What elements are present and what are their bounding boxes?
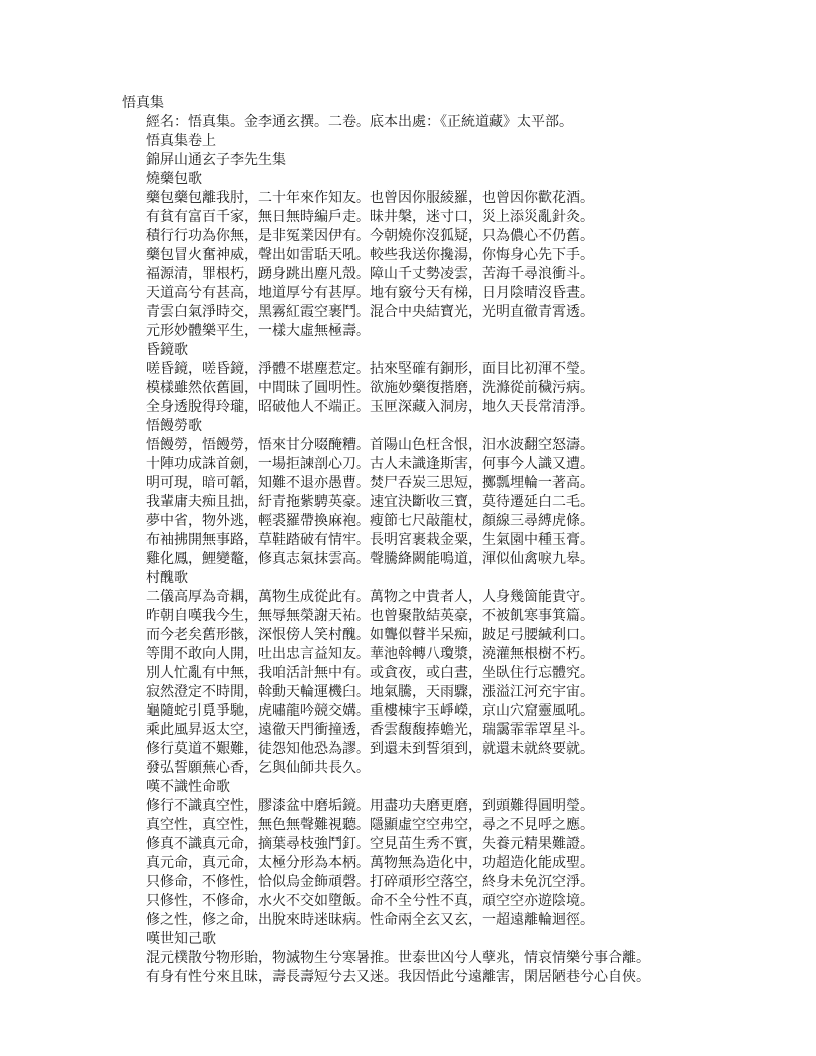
verse-line: 乘此風昇返太空，遠徹天門衝撞透，香雲馥馥捧蟾光，瑞靄霏霏罩星斗。 bbox=[146, 722, 594, 738]
verse-line: 青雲白氣淨時交，黑霧紅霞空裹鬥。混合中央結寶光，光明直徹青霄透。 bbox=[146, 304, 594, 320]
section-tan-bu-shi-xing-ming-ge bbox=[122, 778, 722, 930]
section-tan-shi-zhi-ji-ge bbox=[122, 930, 722, 987]
verse-line: 福源清，罪根朽，踴身跳出塵凡殼。障山千丈勢凌雲，苦海千尋浪衝斗。 bbox=[146, 266, 594, 282]
verse-line: 等閒不敢向人開，吐出忠言益知友。華池斡轉八瓊漿，澆灌無根樹不朽。 bbox=[146, 646, 594, 662]
verse-line: 只修命，不修性，恰似烏金飾頑磬。打碎頑形空落空，終身未免沉空淨。 bbox=[146, 874, 594, 890]
verse-line: 悟饅勞，悟饅勞，悟來甘分啜醃糟。首陽山色枉含恨，汨水波翻空怒濤。 bbox=[146, 437, 594, 453]
verse-line: 混元樸散兮物形貽，物滅物生兮寒暑推。世泰世凶兮人孽兆，情哀情樂兮事合離。 bbox=[146, 950, 650, 966]
section-heading: 嘆世知己歌 bbox=[146, 931, 216, 947]
verse-line: 全身透脫得玲瓏，昭破他人不端正。玉匣深藏入洞房，地久天長常清淨。 bbox=[146, 399, 594, 415]
collection-author: 錦屏山通玄子李先生集 bbox=[146, 152, 286, 168]
verse-line: 只修性，不修命，水火不交如墮飯。命不全兮性不真，頑空空亦遊陰境。 bbox=[146, 893, 594, 909]
verse-line: 修行不識真空性，膠漆盆中磨垢鏡。用盡功夫磨更磨，到頭難得圓明瑩。 bbox=[146, 798, 594, 814]
section-shao-yao-bao-ge bbox=[122, 170, 722, 341]
verse-line: 修行莫道不艱難，徒怨知他恐為謬。到還未到誓須到，就還未就終要就。 bbox=[146, 741, 594, 757]
verse-line: 昨朝自嘆我今生，無辱無榮謝天祐。也曾聚散結英豪，不被飢寒事箕篇。 bbox=[146, 608, 594, 624]
volume-title: 悟真集卷上 bbox=[146, 133, 216, 149]
verse-line: 積行行功為你無，是非冤業因伊有。今朝燒你沒狐疑，只為儂心不仍舊。 bbox=[146, 228, 594, 244]
verse-line: 修之性，修之命，出脫來時迷昧病。性命兩全玄又玄，一超遠離輪迴徑。 bbox=[146, 912, 594, 928]
verse-line: 寂然澄定不時閒，斡動天輪運機臼。地氣騰，天雨驟，漲溢江河充宇宙。 bbox=[146, 684, 594, 700]
verse-line: 藥包藥包離我肘，二十年來作知友。也曾因你服綾羅，也曾因你歡花酒。 bbox=[146, 190, 594, 206]
verse-line: 而今老矣舊形骸，深恨傍人笑村醜。如聾似瞽半呆痴，跛足弓腰緘利口。 bbox=[146, 627, 594, 643]
verse-line: 有貧有富百千家，無日無時編戶走。昧井槃，迷寸口，災上添災亂針灸。 bbox=[146, 209, 594, 225]
scripture-info: 經名：悟真集。金李通玄撰。二卷。底本出處：《正統道藏》太平部。 bbox=[146, 114, 573, 130]
section-hun-jing-ge bbox=[122, 341, 722, 417]
verse-line: 十陣功成誅首劍，一場拒諫剖心刀。古人未識逢斯害，何事今人識又遭。 bbox=[146, 456, 594, 472]
verse-line: 藥包冒火奮神威，聲出如雷聒天吼。較些我送你攙湯，你悔身心先下手。 bbox=[146, 247, 594, 263]
document-page bbox=[122, 94, 722, 987]
verse-line: 發弘誓願蕪心香，乞與仙師共長久。 bbox=[146, 760, 370, 776]
section-heading: 燒藥包歌 bbox=[146, 171, 202, 187]
verse-line: 布袖拂開無事路，草鞋踏破有情牢。長明宮裹栽金粟，生氣園中種玉膏。 bbox=[146, 532, 594, 548]
verse-line: 天道高兮有甚高，地道厚兮有甚厚。地有竅兮天有梯，日月陰晴沒昏晝。 bbox=[146, 285, 594, 301]
verse-line: 元形妙體樂平生，一樣大虛無極壽。 bbox=[146, 323, 370, 339]
section-heading: 嘆不識性命歌 bbox=[146, 779, 230, 795]
verse-line: 龜隨蛇引覓爭馳，虎嘯龍吟競交媾。重樓棟宇玉崢嶸，京山穴窟靈風吼。 bbox=[146, 703, 594, 719]
verse-line: 修真不識真元命，摘葉尋枝強鬥釘。空見苗生秀不實，失養元精果難證。 bbox=[146, 836, 594, 852]
verse-line: 雞化鳳，鯉變鼇，修真志氣抹雲高。聲騰絳闕能鳴道，渾似仙禽唳九皋。 bbox=[146, 551, 594, 567]
verse-line: 模樣雖然依舊圓，中間昧了圓明性。欲施妙藥復揩磨，洗滌從前穢污病。 bbox=[146, 380, 594, 396]
verse-line: 夢中省，物外逃，輕裘羅帶換麻袍。瘦節七尺敲龍杖，顏線三尋縛虎條。 bbox=[146, 513, 594, 529]
verse-line: 別人忙亂有中無，我咱活計無中有。或貪夜，或白晝，坐臥住行忘體究。 bbox=[146, 665, 594, 681]
section-cun-chou-ge bbox=[122, 569, 722, 778]
section-wu-man-lao-ge bbox=[122, 417, 722, 569]
document-title: 悟真集 bbox=[122, 95, 164, 111]
verse-line: 真元命，真元命，太極分形為本柄。萬物無為造化中，功超造化能成聖。 bbox=[146, 855, 594, 871]
verse-line: 我輩庸夫痴且拙，紆青拖紫騁英豪。速宜決斷收三寶，莫待遷延白二毛。 bbox=[146, 494, 594, 510]
verse-line: 嗟昏鏡，嗟昏鏡，淨體不堪塵惹定。拈來堅確有銅形，面目比初渾不瑩。 bbox=[146, 361, 594, 377]
verse-line: 有身有性兮來且昧，壽長壽短兮去又迷。我因悟此兮遠離害，閑居陋巷兮心自俠。 bbox=[146, 969, 650, 985]
verse-line: 二儀高厚為奇耦，萬物生成從此有。萬物之中貴者人，人身幾箇能貴守。 bbox=[146, 589, 594, 605]
section-heading: 悟饅勞歌 bbox=[146, 418, 202, 434]
verse-line: 真空性，真空性，無色無聲難視聽。隱顯虛空空弗空，尋之不見呼之應。 bbox=[146, 817, 594, 833]
verse-line: 明可現，暗可韜，知難不退亦愚曹。焚尸吞炭三思短，擲瓢埋輪一著高。 bbox=[146, 475, 594, 491]
section-heading: 村醜歌 bbox=[146, 570, 188, 586]
section-heading: 昏鏡歌 bbox=[146, 342, 188, 358]
